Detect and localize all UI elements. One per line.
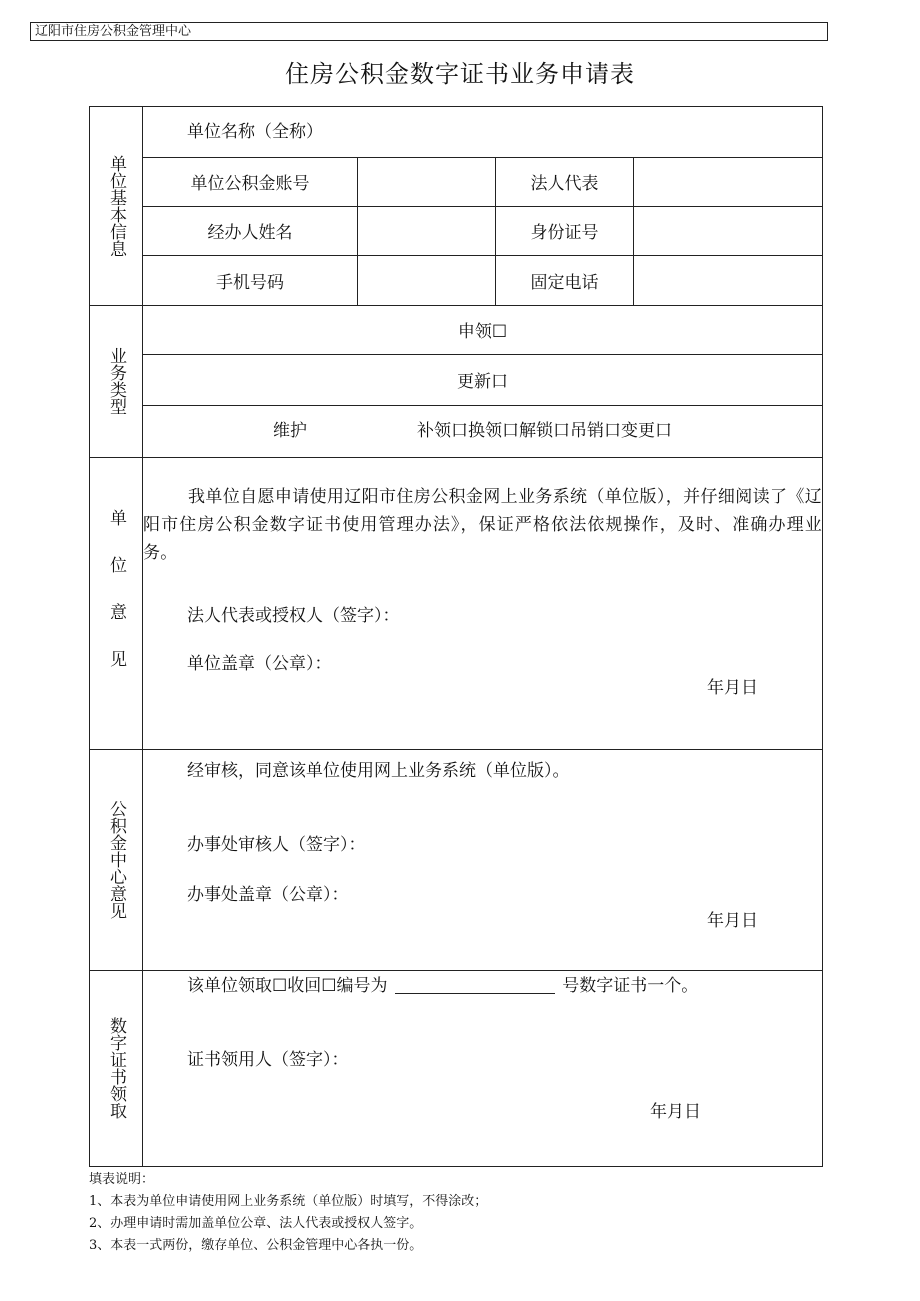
cert-line — [187, 972, 698, 1001]
id-field[interactable] — [634, 206, 822, 255]
notes-title: 填表说明： — [89, 1172, 155, 1187]
unit-date: 年月日 — [707, 678, 758, 698]
center-opinion-label: 公积金中心意见 — [106, 800, 126, 919]
page-title: 住房公积金数字证书业务申请表 — [285, 60, 635, 88]
maintain-label: 维护 — [273, 421, 307, 441]
legal-rep-label: 法人代表 — [530, 174, 599, 194]
handler-label: 经办人姓名 — [207, 223, 293, 243]
center-date: 年月日 — [707, 911, 758, 931]
section-divider — [90, 457, 822, 458]
section-divider — [90, 970, 822, 971]
cert-date: 年月日 — [650, 1102, 701, 1122]
header-org: 辽阳市住房公积金管理中心 — [30, 22, 828, 41]
basic-info-label: 单位基本信息 — [106, 155, 126, 257]
phone-field[interactable] — [634, 255, 822, 305]
business-type-label: 业务类型 — [106, 347, 126, 415]
cert-line-suffix: 号数字证书一个。 — [562, 976, 699, 996]
handler-field[interactable] — [358, 206, 495, 255]
maintain-options[interactable]: 补领口换领口解锁口吊销口变更口 — [417, 421, 672, 441]
section-divider — [90, 749, 822, 750]
note-item: 3、本表一式两份，缴存单位、公积金管理中心各执一份。 — [89, 1238, 423, 1253]
center-statement: 经审核，同意该单位使用网上业务系统（单位版）。 — [187, 761, 570, 781]
renew-option[interactable]: 更新口 — [457, 372, 508, 392]
cert-collect-label: 数字证书领取 — [106, 1017, 126, 1119]
phone-label: 固定电话 — [530, 272, 599, 293]
unit-seal: 单位盖章（公章）： — [187, 654, 332, 674]
id-label: 身份证号 — [530, 223, 599, 243]
unit-opinion-label: 单位意见 — [106, 509, 126, 697]
account-field[interactable] — [358, 157, 495, 206]
mobile-label: 手机号码 — [216, 272, 284, 293]
center-seal: 办事处盖章（公章）： — [187, 885, 349, 905]
center-reviewer: 办事处审核人（签字）： — [187, 835, 366, 855]
note-item: 2、办理申请时需加盖单位公章、法人代表或授权人签字。 — [89, 1216, 423, 1231]
cert-line-prefix: 该单位领取☐收回☐编号为 — [187, 976, 388, 996]
mobile-field[interactable] — [358, 255, 495, 305]
unit-signer: 法人代表或授权人（签字）： — [187, 606, 400, 626]
unit-name-label: 单位名称（全称） — [187, 122, 323, 142]
apply-option[interactable]: 申领☐ — [457, 322, 508, 342]
row-divider — [142, 405, 822, 406]
account-label: 单位公积金账号 — [190, 174, 310, 194]
unit-statement: 我单位自愿申请使用辽阳市住房公积金网上业务系统（单位版），并仔细阅读了《辽阳市住房公积金数字证书使用管理办法》，保证严格依法依规操作，及时、准确办理业务。 — [143, 487, 822, 563]
cert-receiver: 证书领用人（签字）： — [187, 1050, 349, 1070]
application-form — [89, 106, 823, 1167]
notes — [89, 1169, 487, 1257]
note-item: 1、本表为单位申请使用网上业务系统（单位版）时填写，不得涂改； — [89, 1194, 488, 1209]
legal-rep-field[interactable] — [634, 157, 822, 206]
cert-number-field[interactable] — [395, 975, 555, 994]
